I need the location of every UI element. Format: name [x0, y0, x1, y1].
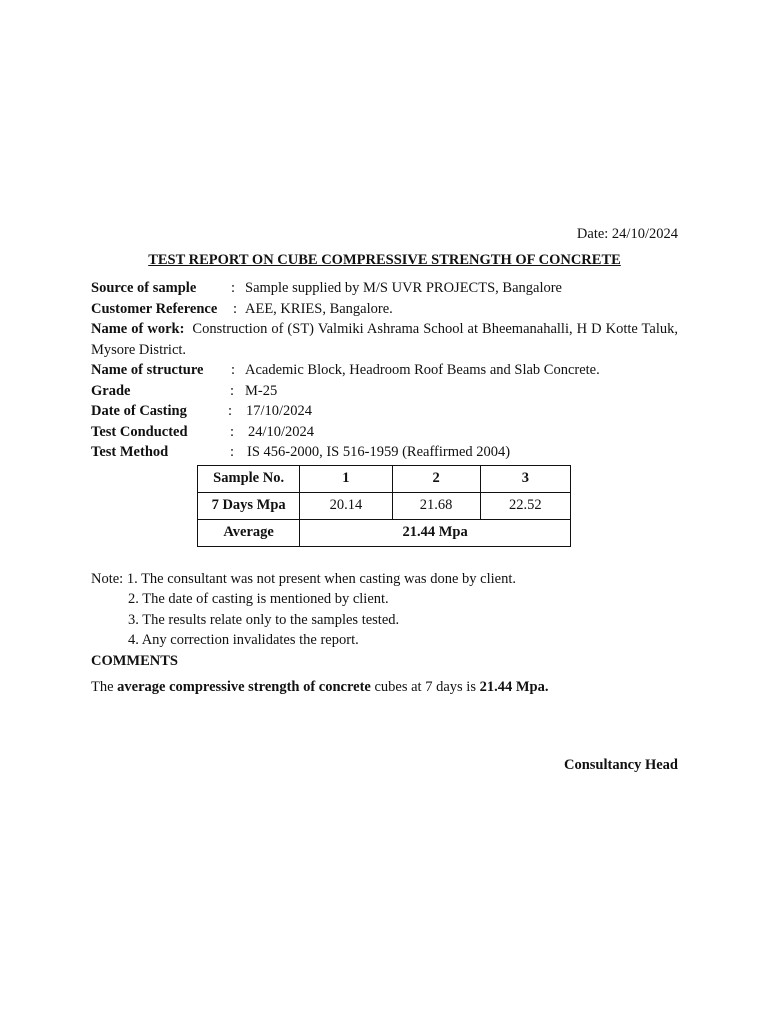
- table-row: [198, 492, 571, 519]
- header-cell-1: 1: [300, 465, 392, 492]
- structure-row: [91, 360, 678, 381]
- conducted-colon: :: [230, 423, 235, 440]
- source-value: Sample supplied by M/S UVR PROJECTS, Bangalore: [245, 280, 562, 296]
- customer-label: Customer Reference: [91, 300, 218, 317]
- value-cell-1: 20.14: [300, 492, 392, 519]
- conducted-row: [91, 422, 678, 443]
- header-cell-3: 3: [480, 465, 570, 492]
- source-colon: :: [231, 280, 236, 296]
- structure-colon: :: [231, 362, 236, 378]
- average-value: 21.44 Mpa: [300, 519, 571, 546]
- table-average-row: [198, 519, 571, 546]
- source-label: Source of sample: [91, 280, 197, 296]
- work-value: Construction of (ST) Valmiki Ashrama School at Bheemanahalli, H D Kotte Taluk, Mysore District.: [91, 321, 678, 358]
- note-item: 3. The results relate only to the samples tested.: [128, 611, 400, 628]
- casting-value: 17/10/2024: [246, 403, 313, 419]
- grade-label: Grade: [91, 382, 131, 399]
- source-row: [91, 278, 678, 299]
- method-label: Test Method: [91, 444, 169, 460]
- report-date: Date: 24/10/2024: [576, 226, 678, 242]
- structure-label: Name of structure: [91, 362, 204, 378]
- test-report-page: [91, 226, 678, 775]
- comments-heading: COMMENTS: [91, 652, 178, 669]
- note-item: 2. The date of casting is mentioned by client.: [128, 591, 389, 607]
- average-label: Average: [198, 519, 300, 546]
- table-header-row: [198, 465, 571, 492]
- note-item: 4. Any correction invalidates the report.: [128, 632, 359, 648]
- grade-colon: :: [230, 382, 235, 399]
- value-cell-2: 21.68: [392, 492, 480, 519]
- value-cell-3: 22.52: [480, 492, 570, 519]
- method-value: IS 456-2000, IS 516-1959 (Reaffirmed 2004): [247, 444, 511, 460]
- customer-colon: :: [233, 300, 238, 317]
- comments-bold-value: 21.44 Mpa.: [479, 679, 549, 695]
- customer-row: [91, 299, 678, 320]
- grade-value: M-25: [245, 382, 278, 399]
- row-label-7-days: 7 Days Mpa: [198, 492, 300, 519]
- method-colon: :: [230, 444, 235, 460]
- structure-value: Academic Block, Headroom Roof Beams and Slab Concrete.: [245, 362, 600, 378]
- signature: Consultancy Head: [563, 756, 678, 773]
- comments-text: [91, 677, 678, 698]
- comments-pre: The: [91, 679, 118, 695]
- method-row: [91, 442, 678, 463]
- comments-bold-phrase: average compressive strength of concrete: [117, 679, 371, 695]
- notes-block: [91, 569, 678, 651]
- casting-colon: :: [228, 403, 233, 419]
- casting-label: Date of Casting: [91, 403, 187, 419]
- grade-row: [91, 381, 678, 402]
- comments-mid: cubes at 7 days is: [370, 679, 480, 695]
- report-title: TEST REPORT ON CUBE COMPRESSIVE STRENGTH OF CONCRETE: [148, 252, 621, 268]
- casting-row: [91, 401, 678, 422]
- results-table: [197, 465, 571, 547]
- note-item: Note: 1. The consultant was not present when casting was done by client.: [91, 570, 516, 587]
- conducted-value: 24/10/2024: [248, 423, 315, 440]
- customer-value: AEE, KRIES, Bangalore.: [245, 300, 393, 317]
- conducted-label: Test Conducted: [91, 423, 188, 440]
- header-cell-sample-no: Sample No.: [198, 465, 300, 492]
- header-cell-2: 2: [392, 465, 480, 492]
- work-label: Name of work:: [91, 321, 185, 337]
- work-row: [91, 319, 678, 360]
